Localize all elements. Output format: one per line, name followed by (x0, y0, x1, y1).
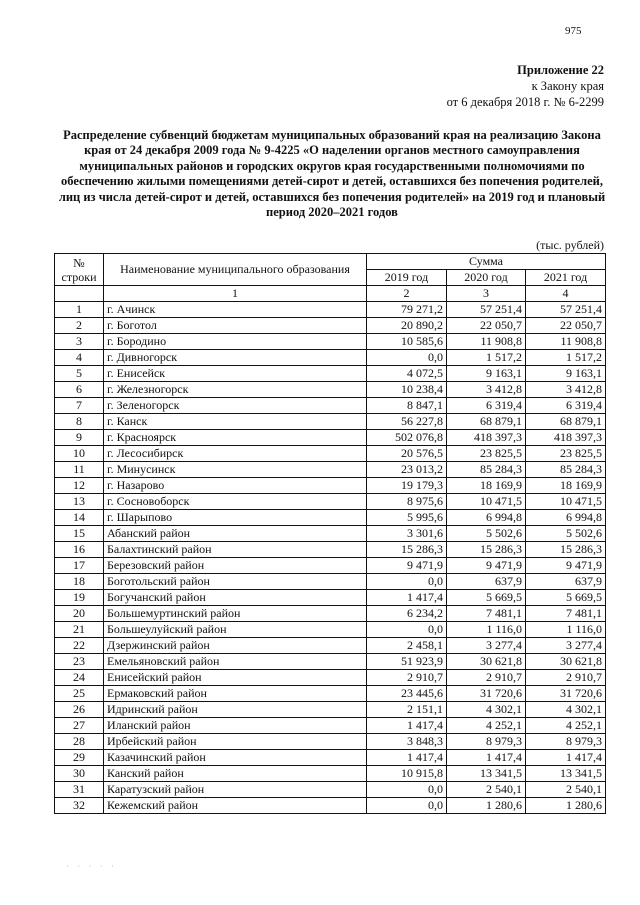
amount-2019: 56 227,8 (367, 414, 447, 430)
row-number: 18 (55, 574, 104, 590)
table-row (55, 414, 606, 430)
header-row-number (55, 254, 104, 286)
municipality-name: г. Енисейск (104, 366, 367, 382)
row-number: 4 (55, 350, 104, 366)
amount-2021: 9 471,9 (526, 558, 606, 574)
amount-2020: 5 502,6 (447, 526, 526, 542)
amount-2021: 15 286,3 (526, 542, 606, 558)
amount-2020: 1 417,4 (447, 750, 526, 766)
header-2019: 2019 год (367, 270, 447, 286)
row-number: 29 (55, 750, 104, 766)
amount-2020: 2 910,7 (447, 670, 526, 686)
amount-2021: 11 908,8 (526, 334, 606, 350)
municipality-name: г. Канск (104, 414, 367, 430)
row-number: 27 (55, 718, 104, 734)
row-number: 9 (55, 430, 104, 446)
row-number: 30 (55, 766, 104, 782)
amount-2020: 4 252,1 (447, 718, 526, 734)
row-number: 17 (55, 558, 104, 574)
amount-2019: 0,0 (367, 622, 447, 638)
municipality-name: Каратузский район (104, 782, 367, 798)
column-number: 1 (104, 286, 367, 302)
amount-2019: 10 238,4 (367, 382, 447, 398)
municipality-name: г. Железногорск (104, 382, 367, 398)
row-number: 11 (55, 462, 104, 478)
table-row (55, 766, 606, 782)
row-number: 22 (55, 638, 104, 654)
table-row (55, 558, 606, 574)
row-number: 31 (55, 782, 104, 798)
table-row (55, 494, 606, 510)
amount-2019: 5 995,6 (367, 510, 447, 526)
table-row (55, 590, 606, 606)
amount-2021: 2 540,1 (526, 782, 606, 798)
municipality-name: Ермаковский район (104, 686, 367, 702)
row-number: 6 (55, 382, 104, 398)
amount-2019: 20 576,5 (367, 446, 447, 462)
amount-2021: 1 417,4 (526, 750, 606, 766)
amount-2019: 0,0 (367, 782, 447, 798)
amount-2021: 31 720,6 (526, 686, 606, 702)
amount-2021: 18 169,9 (526, 478, 606, 494)
amount-2019: 3 848,3 (367, 734, 447, 750)
table-row (55, 798, 606, 814)
row-number: 7 (55, 398, 104, 414)
amount-2021: 9 163,1 (526, 366, 606, 382)
amount-2019: 19 179,3 (367, 478, 447, 494)
amount-2019: 15 286,3 (367, 542, 447, 558)
table-row (55, 702, 606, 718)
amount-2019: 0,0 (367, 574, 447, 590)
row-number: 28 (55, 734, 104, 750)
table-row (55, 334, 606, 350)
header-num-symbol: № (73, 255, 85, 270)
amount-2021: 7 481,1 (526, 606, 606, 622)
header-sum: Сумма (367, 254, 606, 270)
municipality-name: Ирбейский район (104, 734, 367, 750)
column-number-row (55, 286, 606, 302)
municipality-name: Абанский район (104, 526, 367, 542)
table-row (55, 526, 606, 542)
amount-2020: 1 116,0 (447, 622, 526, 638)
amount-2020: 637,9 (447, 574, 526, 590)
amount-2019: 10 585,6 (367, 334, 447, 350)
amount-2020: 1 517,2 (447, 350, 526, 366)
amount-2019: 2 910,7 (367, 670, 447, 686)
table-row (55, 718, 606, 734)
amount-2019: 79 271,2 (367, 302, 447, 318)
amount-2020: 10 471,5 (447, 494, 526, 510)
amount-2020: 418 397,3 (447, 430, 526, 446)
amount-2019: 502 076,8 (367, 430, 447, 446)
municipality-name: г. Минусинск (104, 462, 367, 478)
amount-2019: 0,0 (367, 798, 447, 814)
amount-2021: 1 116,0 (526, 622, 606, 638)
amount-2019: 0,0 (367, 350, 447, 366)
amount-2020: 18 169,9 (447, 478, 526, 494)
row-number: 10 (55, 446, 104, 462)
amount-2020: 3 277,4 (447, 638, 526, 654)
amount-2019: 10 915,8 (367, 766, 447, 782)
units-label: (тыс. рублей) (536, 238, 604, 252)
amount-2021: 30 621,8 (526, 654, 606, 670)
municipality-name: г. Лесосибирск (104, 446, 367, 462)
amount-2020: 6 319,4 (447, 398, 526, 414)
amount-2020: 15 286,3 (447, 542, 526, 558)
table-row (55, 654, 606, 670)
amount-2021: 4 302,1 (526, 702, 606, 718)
table-row (55, 638, 606, 654)
table-row (55, 510, 606, 526)
amount-2020: 30 621,8 (447, 654, 526, 670)
amount-2019: 3 301,6 (367, 526, 447, 542)
amount-2020: 11 908,8 (447, 334, 526, 350)
municipality-name: г. Сосновоборск (104, 494, 367, 510)
municipality-name: Березовский район (104, 558, 367, 574)
municipality-name: Енисейский район (104, 670, 367, 686)
document-title: Распределение субвенций бюджетам муниципальных образований края на реализацию Закона края от 24 декабря 2009 года № 9-4225 «О наделении органов местного самоуправления муниципальных районов и городских округов края государственными полномочиями по обеспечению жилыми помещениями детей-сирот и детей, оставшихся без попечения родителей, лиц из числа детей-сирот и детей, оставшихся без попечения родителей» на 2019 год и плановый период 2020–2021 годов (58, 128, 606, 220)
row-number: 23 (55, 654, 104, 670)
row-number: 20 (55, 606, 104, 622)
row-number: 15 (55, 526, 104, 542)
row-number: 19 (55, 590, 104, 606)
amount-2021: 22 050,7 (526, 318, 606, 334)
amount-2019: 4 072,5 (367, 366, 447, 382)
amount-2020: 4 302,1 (447, 702, 526, 718)
row-number: 24 (55, 670, 104, 686)
row-number: 8 (55, 414, 104, 430)
column-number: 3 (447, 286, 526, 302)
appendix-date: от 6 декабря 2018 г. № 6-2299 (446, 95, 604, 109)
appendix-header (447, 62, 604, 110)
table-body (55, 302, 606, 814)
amount-2021: 637,9 (526, 574, 606, 590)
row-number: 1 (55, 302, 104, 318)
amount-2019: 51 923,9 (367, 654, 447, 670)
municipality-name: г. Красноярск (104, 430, 367, 446)
table-row (55, 606, 606, 622)
amount-2020: 23 825,5 (447, 446, 526, 462)
table-row (55, 366, 606, 382)
municipality-name: г. Шарыпово (104, 510, 367, 526)
column-number-blank (55, 286, 104, 302)
row-number: 32 (55, 798, 104, 814)
amount-2020: 31 720,6 (447, 686, 526, 702)
municipality-name: Балахтинский район (104, 542, 367, 558)
row-number: 13 (55, 494, 104, 510)
amount-2021: 5 669,5 (526, 590, 606, 606)
amount-2021: 1 280,6 (526, 798, 606, 814)
amount-2021: 85 284,3 (526, 462, 606, 478)
amount-2021: 6 319,4 (526, 398, 606, 414)
table-row (55, 622, 606, 638)
table-row (55, 734, 606, 750)
table-row (55, 686, 606, 702)
municipality-name: Боготольский район (104, 574, 367, 590)
amount-2020: 68 879,1 (447, 414, 526, 430)
header-2020: 2020 год (447, 270, 526, 286)
table-row (55, 350, 606, 366)
amount-2020: 2 540,1 (447, 782, 526, 798)
municipality-name: г. Назарово (104, 478, 367, 494)
amount-2020: 8 979,3 (447, 734, 526, 750)
municipality-name: г. Дивногорск (104, 350, 367, 366)
amount-2021: 23 825,5 (526, 446, 606, 462)
amount-2021: 6 994,8 (526, 510, 606, 526)
amount-2020: 9 471,9 (447, 558, 526, 574)
row-number: 21 (55, 622, 104, 638)
amount-2019: 2 151,1 (367, 702, 447, 718)
table-row (55, 446, 606, 462)
municipality-name: Кежемский район (104, 798, 367, 814)
amount-2021: 3 277,4 (526, 638, 606, 654)
municipality-name: г. Бородино (104, 334, 367, 350)
appendix-title: Приложение 22 (517, 63, 604, 77)
column-number: 2 (367, 286, 447, 302)
row-number: 2 (55, 318, 104, 334)
amount-2020: 13 341,5 (447, 766, 526, 782)
amount-2020: 85 284,3 (447, 462, 526, 478)
table-row (55, 750, 606, 766)
municipality-name: Большемуртинский район (104, 606, 367, 622)
amount-2019: 1 417,4 (367, 590, 447, 606)
header-municipality: Наименование муниципального образования (104, 254, 367, 286)
row-number: 25 (55, 686, 104, 702)
column-number: 4 (526, 286, 606, 302)
amount-2021: 4 252,1 (526, 718, 606, 734)
table-row (55, 782, 606, 798)
table-row (55, 462, 606, 478)
municipality-name: Казачинский район (104, 750, 367, 766)
appendix-law-ref: к Закону края (531, 79, 604, 93)
municipality-name: Богучанский район (104, 590, 367, 606)
amount-2021: 3 412,8 (526, 382, 606, 398)
amount-2019: 1 417,4 (367, 718, 447, 734)
table-row (55, 318, 606, 334)
amount-2020: 1 280,6 (447, 798, 526, 814)
amount-2020: 7 481,1 (447, 606, 526, 622)
amount-2019: 8 847,1 (367, 398, 447, 414)
row-number: 26 (55, 702, 104, 718)
table-row (55, 478, 606, 494)
row-number: 16 (55, 542, 104, 558)
amount-2019: 1 417,4 (367, 750, 447, 766)
amount-2021: 13 341,5 (526, 766, 606, 782)
table-row (55, 430, 606, 446)
municipality-name: Большеулуйский район (104, 622, 367, 638)
header-2021: 2021 год (526, 270, 606, 286)
table-row (55, 542, 606, 558)
amount-2021: 68 879,1 (526, 414, 606, 430)
amount-2021: 1 517,2 (526, 350, 606, 366)
municipality-name: г. Ачинск (104, 302, 367, 318)
amount-2019: 20 890,2 (367, 318, 447, 334)
amount-2020: 9 163,1 (447, 366, 526, 382)
municipality-name: Идринский район (104, 702, 367, 718)
municipality-name: г. Боготол (104, 318, 367, 334)
amount-2021: 8 979,3 (526, 734, 606, 750)
amount-2019: 9 471,9 (367, 558, 447, 574)
row-number: 5 (55, 366, 104, 382)
amount-2020: 6 994,8 (447, 510, 526, 526)
header-num-label: строки (61, 269, 97, 284)
scan-artifact: · · · · · (66, 861, 117, 871)
amount-2019: 6 234,2 (367, 606, 447, 622)
amount-2019: 8 975,6 (367, 494, 447, 510)
amount-2021: 57 251,4 (526, 302, 606, 318)
table-row (55, 382, 606, 398)
row-number: 3 (55, 334, 104, 350)
amount-2020: 57 251,4 (447, 302, 526, 318)
table-row (55, 670, 606, 686)
municipality-name: Емельяновский район (104, 654, 367, 670)
amount-2021: 418 397,3 (526, 430, 606, 446)
municipality-name: г. Зеленогорск (104, 398, 367, 414)
amount-2020: 3 412,8 (447, 382, 526, 398)
row-number: 14 (55, 510, 104, 526)
amount-2020: 5 669,5 (447, 590, 526, 606)
municipality-name: Канский район (104, 766, 367, 782)
amount-2021: 2 910,7 (526, 670, 606, 686)
amount-2020: 22 050,7 (447, 318, 526, 334)
amount-2019: 23 013,2 (367, 462, 447, 478)
row-number: 12 (55, 478, 104, 494)
table-row (55, 302, 606, 318)
table-row (55, 398, 606, 414)
amount-2021: 10 471,5 (526, 494, 606, 510)
table-row (55, 574, 606, 590)
municipality-name: Дзержинский район (104, 638, 367, 654)
subsidy-table (54, 253, 606, 814)
amount-2021: 5 502,6 (526, 526, 606, 542)
page-number: 975 (565, 25, 582, 37)
amount-2019: 2 458,1 (367, 638, 447, 654)
municipality-name: Иланский район (104, 718, 367, 734)
amount-2019: 23 445,6 (367, 686, 447, 702)
